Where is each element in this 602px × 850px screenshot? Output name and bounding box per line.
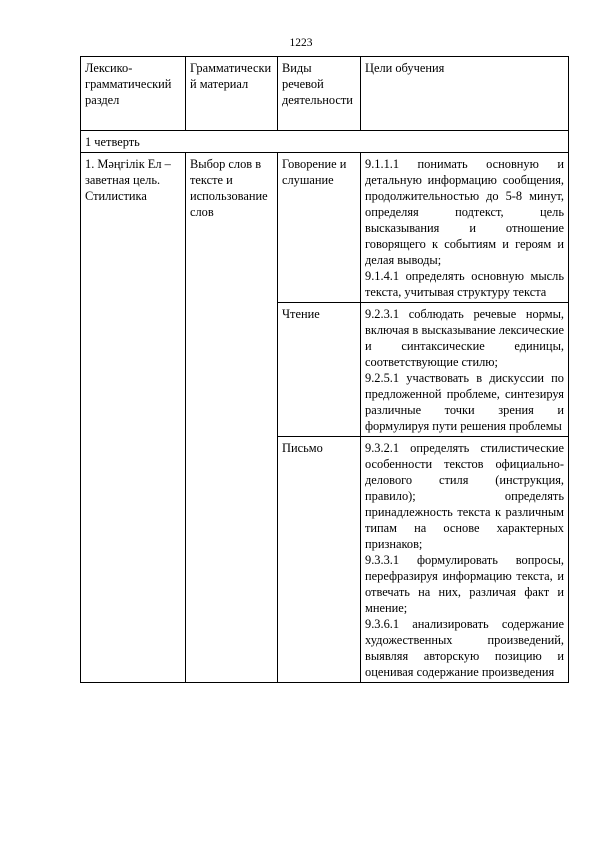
objective-9-3-6-1: 9.3.6.1 анализировать содержание художественных произведений, выявляя авторскую позицию и оценивая содержание произведения [365,617,564,679]
objective-9-1-1-1: 9.1.1.1 понимать основную и детальную информацию сообщения, продолжительностью до 5-8 минут, определяя подтекст, цель высказывания и отношение говорящего к событиям и героям и делая выводы; [365,157,564,267]
objective-9-2-5-1: 9.2.5.1 участвовать в дискуссии по предложенной проблеме, синтезируя различные точки зрения и формулируя пути решения проблемы [365,371,564,433]
header-lexical-section: Лексико-грамматический раздел [81,57,186,131]
quarter-row [81,131,569,153]
objective-9-3-2-1: 9.3.2.1 определять стилистические особенности текстов официально-делового стиля (инструкция, правило); определять принадлежность текста к различным типам на основе характерных признаков; [365,441,564,551]
objective-9-3-3-1: 9.3.3.1 формулировать вопросы, перефразируя информацию текста, и отвечать на них, различая факт и мнение; [365,553,564,615]
header-learning-goals: Цели обучения [361,57,569,131]
activity-speaking-listening: Говорение и слушание [278,153,361,303]
curriculum-table [80,56,569,683]
grammar-cell: Выбор слов в тексте и использование слов [186,153,278,683]
table-header-row [81,57,569,131]
activity-reading: Чтение [278,303,361,437]
header-activity-types: Виды речевой деятельности [278,57,361,131]
page-number: 1223 [289,37,313,49]
activity-writing: Письмо [278,437,361,683]
quarter-label: 1 четверть [81,131,569,153]
objective-9-1-4-1: 9.1.4.1 определять основную мысль текста, учитывая структуру текста [365,269,564,299]
header-grammar-material: Грамматический материал [186,57,278,131]
objective-9-2-3-1: 9.2.3.1 соблюдать речевые нормы, включая в высказывание лексические и синтаксические единицы, соответствующие стилю; [365,307,564,369]
goals-speaking-listening [361,153,569,303]
goals-writing [361,437,569,683]
topic-cell: 1. Мәңгілік Ел – заветная цель. Стилистика [81,153,186,683]
table-row [81,153,569,303]
goals-reading [361,303,569,437]
